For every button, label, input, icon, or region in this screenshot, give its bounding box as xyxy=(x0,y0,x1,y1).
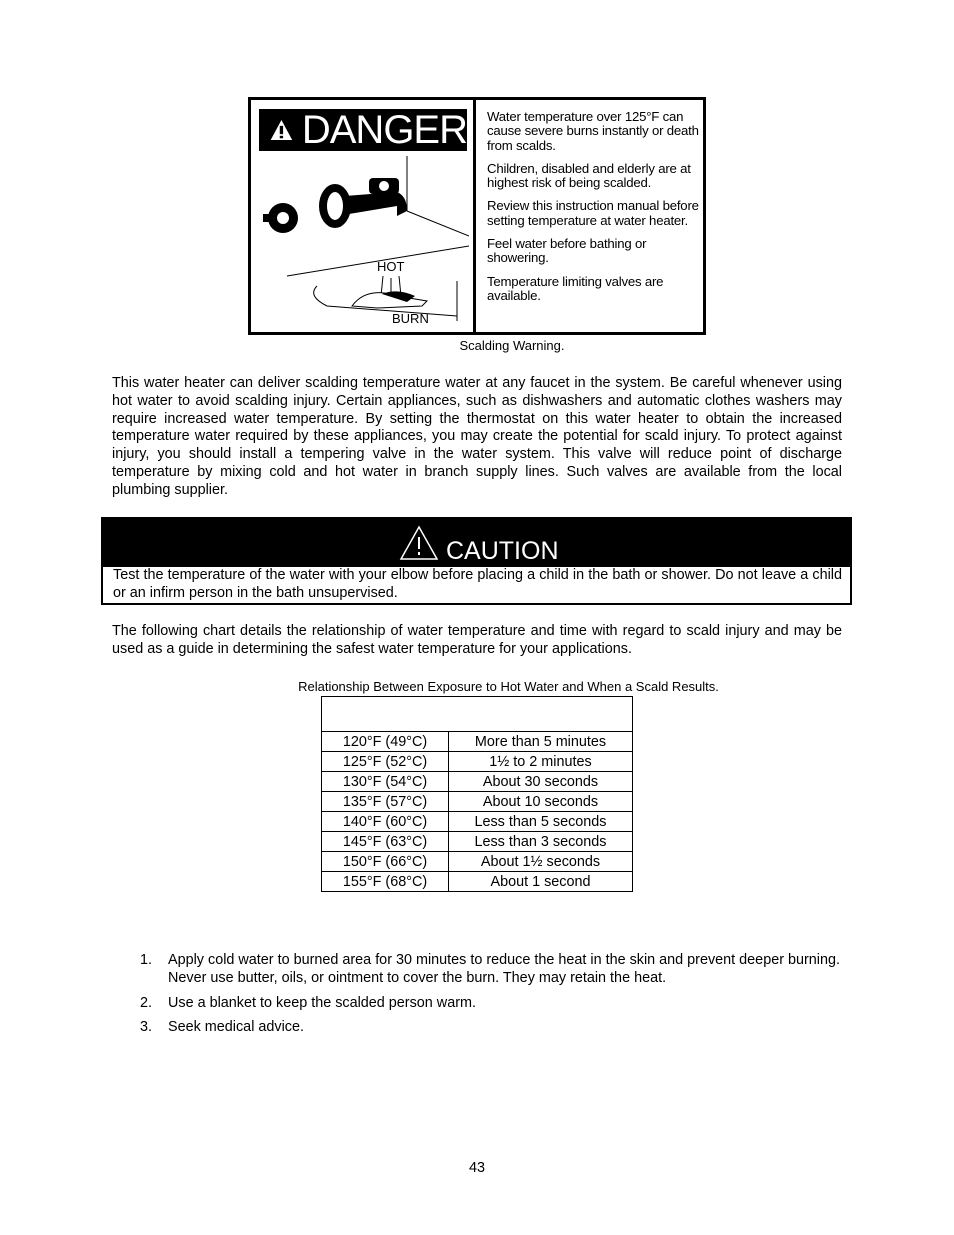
page-number: 43 xyxy=(468,1160,485,1176)
burn-label: BURN xyxy=(392,311,429,326)
temperature-cell: 145°F (63°C) xyxy=(322,832,449,852)
temperature-cell: 135°F (57°C) xyxy=(322,792,449,812)
table-row xyxy=(322,832,633,852)
danger-message: Feel water before bathing or showering. xyxy=(487,236,647,266)
table-row xyxy=(322,752,633,772)
table-row xyxy=(322,872,633,892)
temperature-cell: 150°F (66°C) xyxy=(322,852,449,872)
list-item xyxy=(112,995,842,1013)
table-row xyxy=(322,772,633,792)
danger-messages xyxy=(487,110,701,312)
time-cell: About 1½ seconds xyxy=(449,852,633,872)
table-row xyxy=(322,792,633,812)
danger-message: Water temperature over 125°F can cause severe burns instantly or death from scalds. xyxy=(487,109,699,153)
caution-text: Test the temperature of the water with your elbow before placing a child in the bath or shower. Do not leave a child or an infirm person in the bath unsupervised. xyxy=(113,567,842,601)
faucet-burn-illustration xyxy=(257,156,469,328)
figure-caption: Scalding Warning. xyxy=(459,338,565,353)
table-header-row xyxy=(322,697,633,732)
table-row xyxy=(322,732,633,752)
danger-message: Review this instruction manual before setting temperature at water heater. xyxy=(487,198,699,228)
caution-title: CAUTION xyxy=(446,537,559,565)
danger-message: Children, disabled and elderly are at highest risk of being scalded. xyxy=(487,160,691,191)
time-cell: About 10 seconds xyxy=(449,792,633,812)
list-item-text: Use a blanket to keep the scalded person warm. xyxy=(168,994,476,1011)
danger-left-panel xyxy=(251,100,476,332)
danger-word: DANGER xyxy=(301,108,467,152)
time-cell: More than 5 minutes xyxy=(449,732,633,752)
table-header-cell xyxy=(322,697,633,732)
temperature-cell: 140°F (60°C) xyxy=(322,812,449,832)
list-item-number: 2. xyxy=(140,994,153,1011)
table-row xyxy=(322,812,633,832)
scald-table xyxy=(321,696,633,892)
time-cell: About 30 seconds xyxy=(449,772,633,792)
caution-box xyxy=(101,517,852,605)
time-cell: Less than 5 seconds xyxy=(449,812,633,832)
hot-label: HOT xyxy=(377,259,405,274)
time-cell: About 1 second xyxy=(449,872,633,892)
chart-intro-paragraph: The following chart details the relationship of water temperature and time with regard to scald injury and may be used as a guide in determining the safest water temperature for your applications. xyxy=(112,623,842,657)
temperature-cell: 130°F (54°C) xyxy=(322,772,449,792)
caution-header xyxy=(103,519,850,567)
time-cell: Less than 3 seconds xyxy=(449,832,633,852)
table-caption: Relationship Between Exposure to Hot Water and When a Scald Results. xyxy=(298,679,719,694)
warning-triangle-icon xyxy=(269,116,294,144)
time-cell: 1½ to 2 minutes xyxy=(449,752,633,772)
caution-triangle-icon xyxy=(399,525,439,561)
temperature-cell: 120°F (49°C) xyxy=(322,732,449,752)
list-item-number: 1. xyxy=(140,952,153,968)
danger-label xyxy=(248,97,706,335)
list-item-number: 3. xyxy=(140,1019,153,1036)
temperature-cell: 125°F (52°C) xyxy=(322,752,449,772)
list-item-text: Apply cold water to burned area for 30 minutes to reduce the heat in the skin and prevent deeper burning. Never use butter, oils, or ointment to cover the burn. They may retain the heat. xyxy=(168,952,840,986)
temperature-cell: 155°F (68°C) xyxy=(322,872,449,892)
first-aid-list xyxy=(112,952,842,1044)
table-row xyxy=(322,852,633,872)
danger-banner xyxy=(259,109,467,151)
intro-paragraph: This water heater can deliver scalding temperature water at any faucet in the system. Be careful whenever using hot water to avoid scalding injury. Certain appliances, such as dishwashers and automatic clothes washers may require increased water temperature. By setting the thermostat on this water heater to obtain the increased temperature water required by these appliances, you may create the potential for scald injury. To protect against injury, you should install a tempering valve in the water system. This valve will reduce point of discharge temperature by mixing cold and hot water in branch supply lines. Such valves are available from the local plumbing supplier. xyxy=(112,375,842,498)
list-item-text: Seek medical advice. xyxy=(168,1019,304,1036)
danger-message: Temperature limiting valves are available. xyxy=(487,273,664,303)
list-item xyxy=(112,952,842,988)
list-item xyxy=(112,1019,842,1037)
